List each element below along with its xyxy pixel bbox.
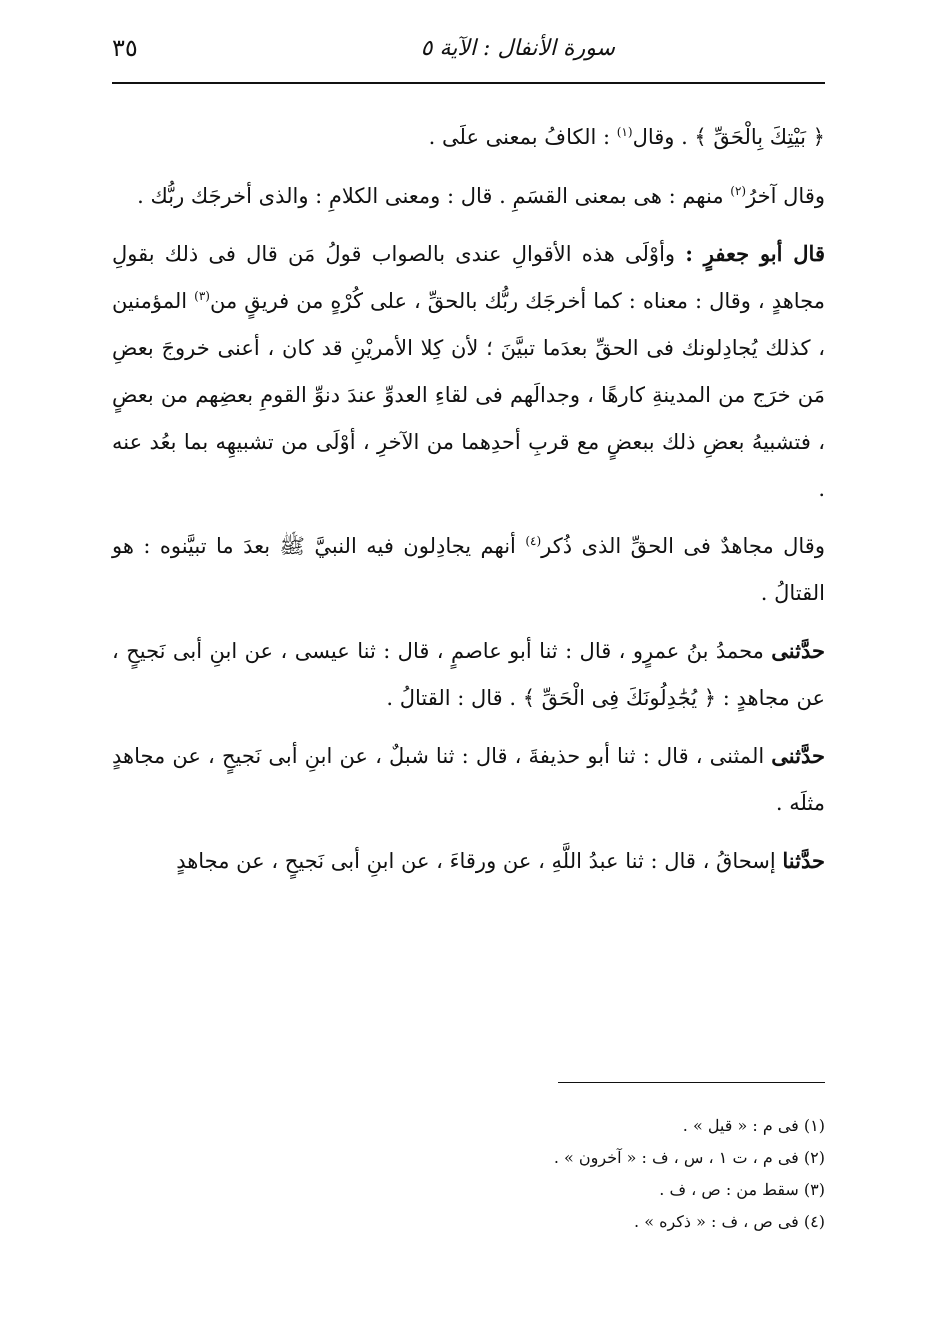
paragraph (112, 627, 825, 722)
footnotes (112, 1110, 825, 1238)
footnote-item: (٢) فى م ، ت ١ ، س ، ف : « آخرون » . (553, 1148, 825, 1167)
paragraph-lead: قال أبو جعفرٍ : (685, 241, 825, 266)
paragraph (112, 837, 825, 885)
paragraph (112, 732, 825, 827)
text-run: منهم : هى بمعنى القسَمِ . قال : ومعنى الكلامِ : والذى أخرجَك ربُّك . (137, 184, 731, 208)
page-number: ٣٥ (112, 34, 138, 62)
text-run: إسحاقُ ، قال : ثنا عبدُ اللَّهِ ، عن ورقاءَ ، عن ابنِ أبى نَجيحٍ ، عن مجاهدٍ (176, 849, 783, 873)
header-rule (112, 82, 825, 84)
footnote-item: (١) فى م : « قيل » . (682, 1116, 825, 1135)
running-title: سورة الأنفال : الآية ٥ (420, 36, 615, 61)
text-run: محمدُ بنُ عمرٍو ، قال : ثنا أبو عاصمٍ ، قال : ثنا عيسى ، عن ابنِ أبى نَجيحٍ ، عن مجاهدٍ : ﴿ يُجَٰدِلُونَكَ فِى الْحَقِّ ﴾ . قال : القتالُ . (112, 639, 825, 710)
text-run: وأوْلَى هذه الأقوالِ عندى بالصواب قولُ مَن قال فى ذلك بقولِ مجاهدٍ ، وقال : معناه : كما أخرجَك ربُّك بالحقِّ ، على كُرْهٍ من فريقٍ من (112, 242, 825, 313)
text-run: المثنى ، قال : ثنا أبو حذيفةَ ، قال : ثنا شبلٌ ، عن ابنِ أبى نَجيحٍ ، عن مجاهدٍ مثلَه . (112, 744, 825, 815)
paragraph-lead: حدَّثنا (782, 848, 825, 873)
text-run: وقال مجاهدٌ فى الحقِّ الذى ذُكر (541, 534, 825, 558)
body-text (112, 114, 825, 895)
text-run: المؤمنين ، كذلك يُجادِلونك فى الحقِّ بعدَما تبيَّنَ ؛ لأن كِلا الأمريْنِ قد كان ، أعنى خروجَ بعضِ مَن خرَج من المدينةِ كارهًا ، وجدالَهم فى لقاءِ العدوِّ عندَ دنوِّ القومِ بعضِهم من بعضٍ ، فتشبيهُ بعضِ ذلك ببعضٍ مع قربِ أحدِهما من الآخرِ ، أوْلَى من تشبيهِه بما بعُد عنه . (112, 289, 825, 501)
paragraph (112, 523, 825, 617)
text-run: ﴿ بَيْتِكَ بِالْحَقِّ ﴾ . وقال (632, 125, 825, 149)
footnote-item: (٤) فى ص ، ف : « ذكره » . (634, 1212, 825, 1231)
paragraph (112, 114, 825, 161)
footnote-item: (٣) سقط من : ص ، ف . (659, 1180, 825, 1199)
paragraph (112, 173, 825, 220)
footnote-marker: (١) (616, 125, 633, 139)
text-run: أنهم يجادِلون فيه النبيَّ ﷺ بعدَ ما تبيَّنوه : هو القتالُ . (112, 534, 825, 605)
footnote-marker: (٣) (194, 289, 210, 303)
footnote-marker: (٢) (730, 184, 747, 198)
footnote-marker: (٤) (525, 534, 542, 548)
text-run: وقال آخرُ (746, 184, 825, 208)
paragraph-lead: حدَّثنى (771, 638, 825, 663)
footnote-rule (558, 1082, 825, 1083)
page-header (112, 30, 825, 70)
text-run: : الكافُ بمعنى علَى . (428, 125, 617, 149)
paragraph-lead: حدَّثنى (771, 743, 825, 768)
paragraph (112, 230, 825, 513)
